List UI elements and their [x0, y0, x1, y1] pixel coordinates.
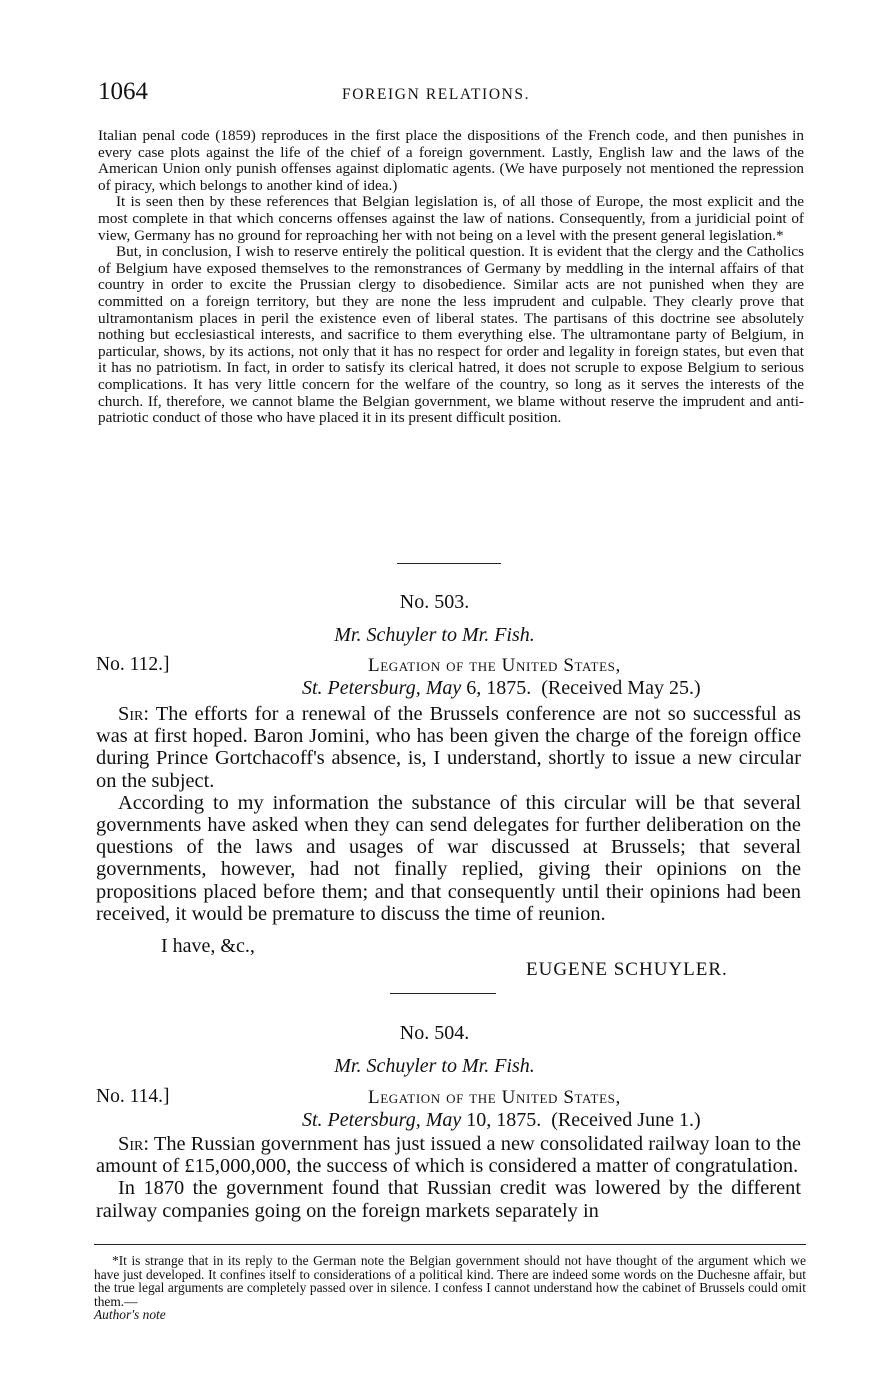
document-salutation: Mr. Schuyler to Mr. Fish. — [334, 1055, 535, 1077]
legation-heading: Legation of the United States, — [368, 655, 621, 676]
received-date: (Received June 1.) — [551, 1109, 701, 1131]
section-divider — [390, 993, 496, 994]
legation-heading: Legation of the United States, — [368, 1087, 621, 1108]
letter-body — [96, 1133, 801, 1222]
document-number: No. 504. — [399, 1022, 470, 1044]
letter-body — [96, 703, 801, 925]
document-number: No. 503. — [399, 591, 470, 613]
received-date: (Received May 25.) — [541, 677, 701, 699]
continued-text — [98, 128, 804, 427]
page-header — [98, 78, 803, 110]
footnote-author: Author's note — [94, 1307, 166, 1322]
footnote — [94, 1254, 806, 1322]
dispatch-reference: No. 114.] — [96, 1086, 170, 1107]
paragraph: But, in conclusion, I wish to reserve entirely the political question. It is evident that the clergy and the Catholics of Belgium have exposed themselves to the remonstrances of Germany by meddling in the internal affairs of that country in order to excite the Prussian clergy to disobedience. Similar acts are not punished when they are committed on a foreign territory, but they are none the less imprudent and culpable. They clearly prove that ultramontanism places in peril the existence even of liberal states. The partisans of this doctrine see absolutely nothing but ecclesiastical interests, and sacrifice to them everything else. The ultramontane party of Belgium, in particular, shows, by its actions, not only that it has no respect for order and legality in foreign states, but even that it has no patriotism. In fact, in order to satisfy its clerical hatred, it does not scruple to expose Belgium to serious complications. It has very little concern for the welfare of the country, so long as it serves the interests of the church. If, therefore, we cannot blame the Belgian government, we blame without reserve the imprudent and anti-patriotic conduct of those who have placed it in its present difficult position. — [98, 243, 804, 427]
signature: EUGENE SCHUYLER. — [526, 959, 728, 980]
paragraph: Italian penal code (1859) reproduces in the first place the dispositions of the French code, and then punishes in every case plots against the life of the chief of a foreign government. Lastly, English law and the laws of the American Union only punish offenses against diplomatic agents. (We have purposely not mentioned the repression of piracy, which belongs to another kind of idea.) — [98, 127, 804, 194]
date: 10, 1875. — [466, 1109, 542, 1131]
place-date-line — [302, 677, 701, 700]
date: 6, 1875. — [466, 677, 532, 699]
place-date-line — [302, 1109, 701, 1132]
paragraph: Sir: The efforts for a renewal of the Brussels conference are not so successful as was at first hoped. Baron Jomini, who has been given the charge of the foreign office during Prince Gortchacoff's absence, is, I understand, shortly to issue a new circular on the subject. — [96, 703, 801, 792]
paragraph: It is seen then by these references that Belgian legislation is, of all those of Europe, the most explicit and the most complete in that which concerns offenses against the law of nations. Consequently, from a juridicial point of view, Germany has no ground for reproaching her with not being on a level with the present general legislation.* — [98, 193, 804, 244]
document-salutation: Mr. Schuyler to Mr. Fish. — [334, 624, 535, 646]
closing: I have, &c., — [161, 935, 255, 957]
place: St. Petersburg, May — [302, 1109, 462, 1131]
place: St. Petersburg, May — [302, 677, 462, 699]
dispatch-reference: No. 112.] — [96, 654, 170, 675]
salutation-sir: Sir — [118, 1133, 144, 1155]
footnote-rule — [94, 1244, 806, 1245]
page-number: 1064 — [98, 78, 148, 105]
paragraph: According to my information the substance of this circular will be that several governments have asked when they can send delegates for further deliberation on the questions of the laws and usages of war discussed at Brussels; that several governments, however, had not finally replied, giving their opinions on the propositions placed before them; and that consequently until their opinions had been received, it would be premature to discuss the time of reunion. — [96, 791, 801, 925]
paragraph: In 1870 the government found that Russian credit was lowered by the different railway companies going on the foreign markets separately in — [96, 1177, 801, 1222]
footnote-text: *It is strange that in its reply to the German note the Belgian government should not have thought of the argument which we have just developed. It confines itself to considerations of a political kind. There are indeed some words on the Duchesne affair, but the true legal arguments are completely passed over in silence. I confess I cannot understand how the cabinet of Brussels could omit them.— — [94, 1253, 806, 1309]
section-divider — [397, 563, 501, 564]
salutation-sir: Sir — [118, 703, 144, 725]
running-title: FOREIGN RELATIONS. — [342, 86, 531, 103]
paragraph: Sir: The Russian government has just issued a new consolidated railway loan to the amount of £15,000,000, the success of which is considered a matter of congratulation. — [96, 1133, 801, 1178]
